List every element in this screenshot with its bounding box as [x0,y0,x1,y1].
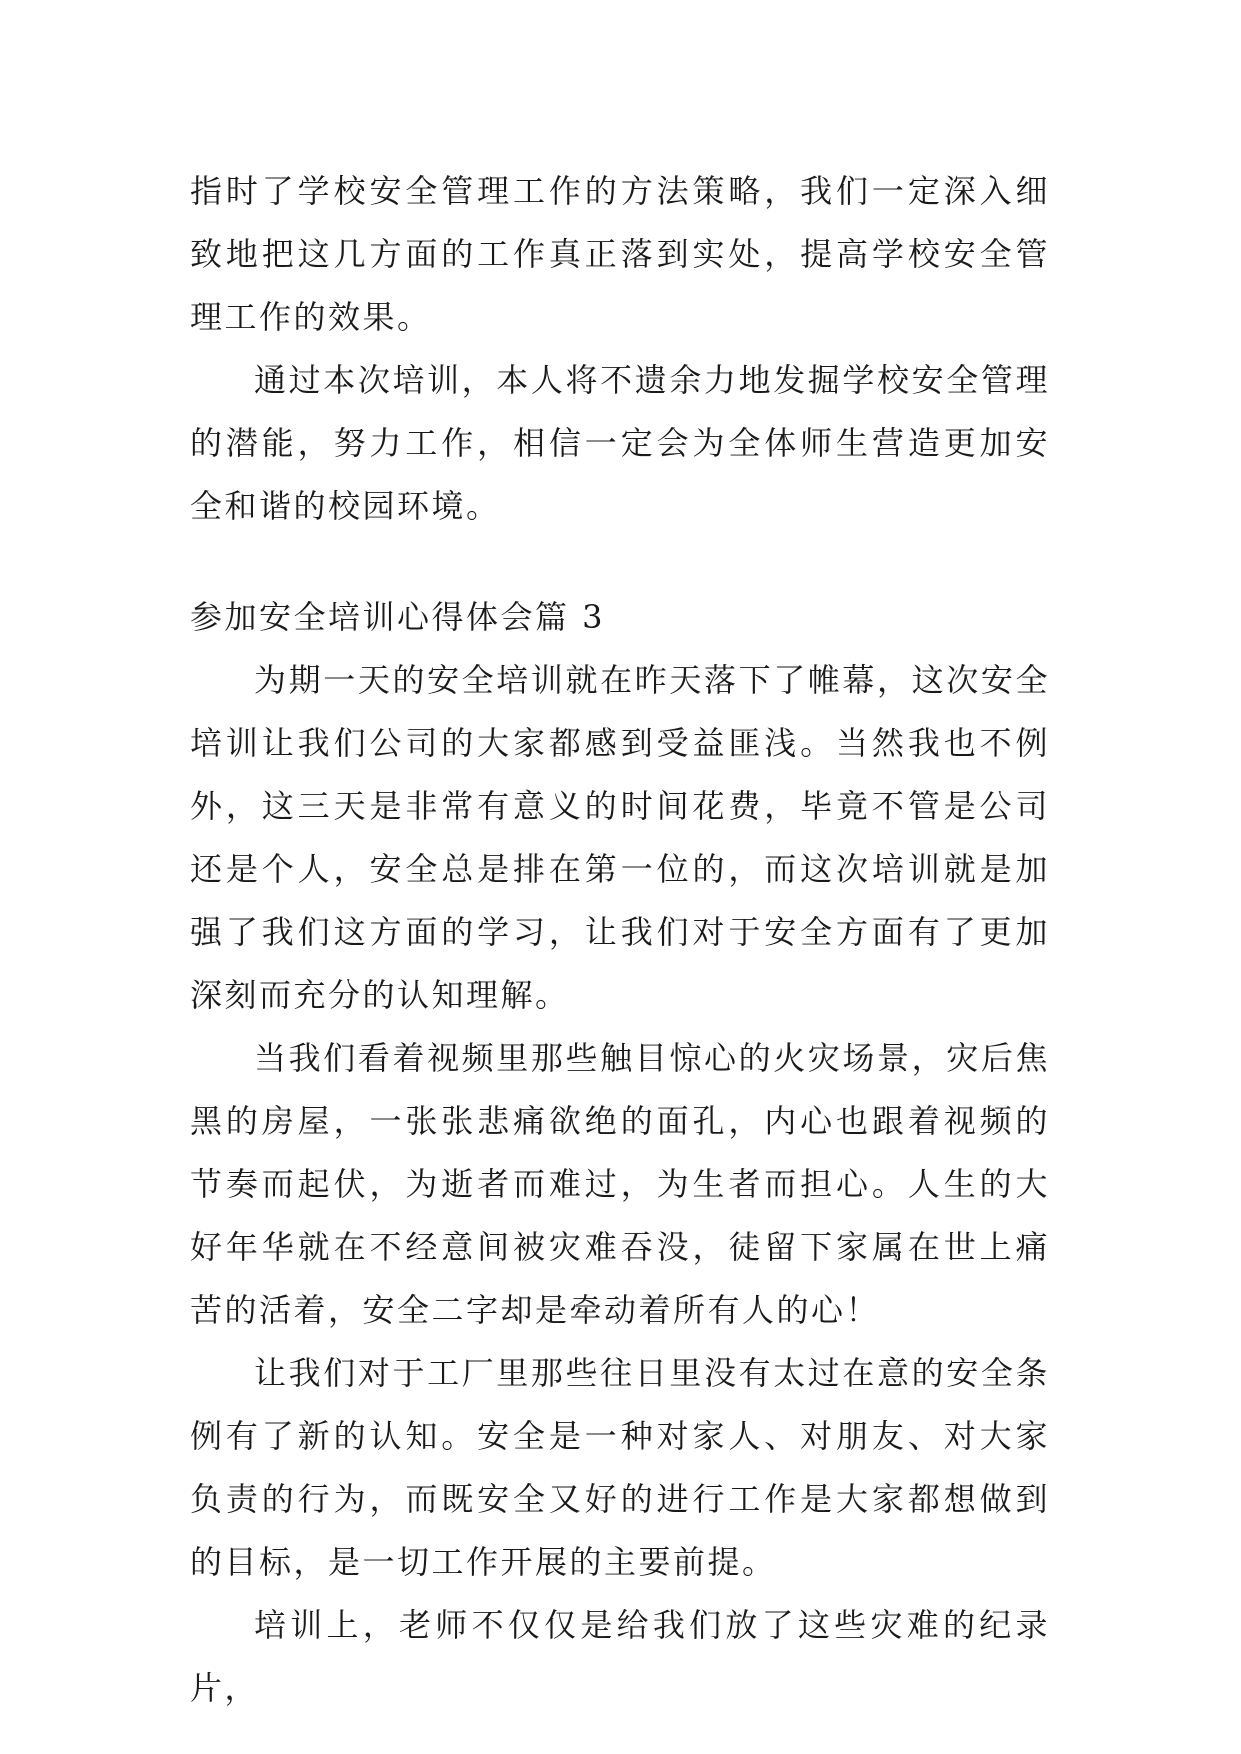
document-body [190,160,1050,1720]
paragraph-6: 培训上，老师不仅仅是给我们放了这些灾难的纪录片， [190,1606,1050,1707]
paragraph-4: 当我们看着视频里那些触目惊心的火灾场景，灾后焦黑的房屋，一张张悲痛欲绝的面孔，内心也跟着视频的节奏而起伏，为逝者而难过，为生者而担心。人生的大好年华就在不经意间被灾难吞没，徒留下家属在世上痛苦的活着，安全二字却是牵动着所有人的心！ [190,1039,1050,1329]
paragraph-1: 指时了学校安全管理工作的方法策略，我们一定深入细致地把这几方面的工作真正落到实处，提高学校安全管理工作的效果。 [190,172,1050,336]
paragraph-2: 通过本次培训，本人将不遗余力地发掘学校安全管理的潜能，努力工作，相信一定会为全体师生营造更加安全和谐的校园环境。 [190,361,1050,525]
paragraph-3: 为期一天的安全培训就在昨天落下了帷幕，这次安全培训让我们公司的大家都感到受益匪浅。当然我也不例外，这三天是非常有意义的时间花费，毕竟不管是公司还是个人，安全总是排在第一位的，而这次培训就是加强了我们这方面的学习，让我们对于安全方面有了更加深刻而充分的认知理解。 [190,661,1050,1014]
paragraph-5: 让我们对于工厂里那些往日里没有太过在意的安全条例有了新的认知。安全是一种对家人、对朋友、对大家负责的行为，而既安全又好的进行工作是大家都想做到的目标，是一切工作开展的主要前提。 [190,1354,1050,1581]
section-heading: 参加安全培训心得体会篇 3 [190,598,606,636]
